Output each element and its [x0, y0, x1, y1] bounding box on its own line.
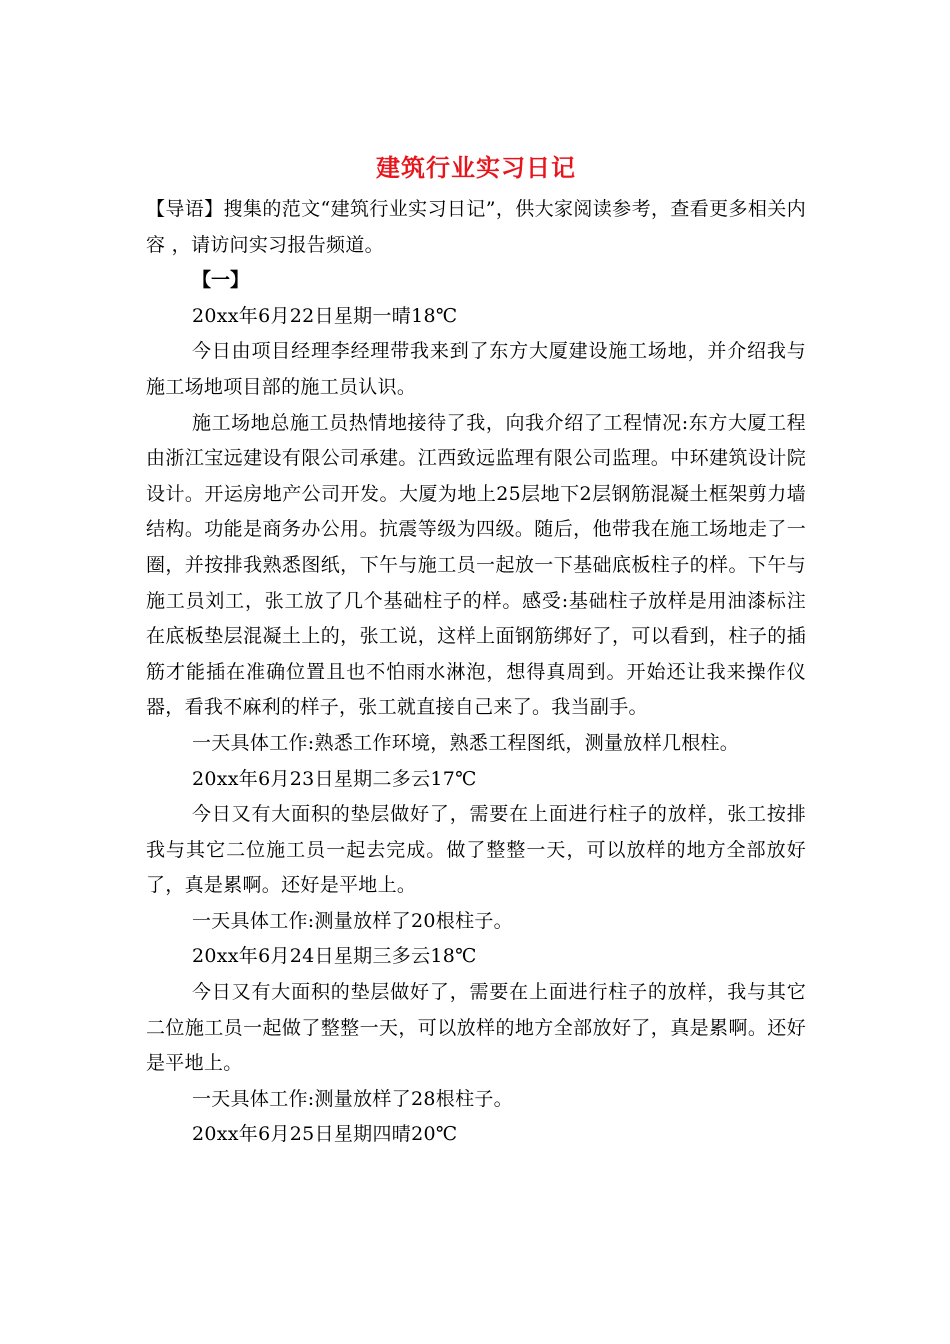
document-title: 建筑行业实习日记 [376, 153, 576, 182]
body-paragraph: 施工场地总施工员热情地接待了我，向我介绍了工程情况:东方大厦工程由浙江宝远建设有限公司承建。江西致远监理有限公司监理。中环建筑设计院设计。开运房地产公司开发。大厦为地上25层地下2层钢筋混凝土框架剪力墙结构。功能是商务办公用。抗震等级为四级。随后，他带我在施工场地走了一圈，并按排我熟悉图纸，下午与施工员一起放一下基础底板柱子的样。下午与施工员刘工，张工放了几个基础柱子的样。感受:基础柱子放样是用油漆标注在底板垫层混凝土上的，张工说，这样上面钢筋绑好了，可以看到，柱子的插筋才能插在准确位置且也不怕雨水淋泡，想得真周到。开始还让我来操作仪器，看我不麻利的样子，张工就直接自己来了。我当副手。 [146, 411, 806, 719]
work-summary-line: 一天具体工作:熟悉工作环境，熟悉工程图纸，测量放样几根柱。 [192, 731, 740, 754]
body-paragraph: 今日又有大面积的垫层做好了，需要在上面进行柱子的放样，张工按排我与其它二位施工员一起去完成。做了整整一天，可以放样的地方全部放好了，真是累啊。还好是平地上。 [146, 803, 806, 897]
body-paragraph: 今日由项目经理李经理带我来到了东方大厦建设施工场地，并介绍我与施工场地项目部的施工员认识。 [146, 340, 806, 398]
body-paragraph: 今日又有大面积的垫层做好了，需要在上面进行柱子的放样，我与其它二位施工员一起做了整整一天，可以放样的地方全部放好了，真是累啊。还好是平地上。 [146, 981, 806, 1075]
intro-paragraph: 【导语】搜集的范文“建筑行业实习日记”，供大家阅读参考，查看更多相关内容 ，请访问实习报告频道。 [146, 198, 806, 256]
diary-date-line: 20xx年6月23日星期二多云17℃ [192, 767, 477, 790]
work-summary-line: 一天具体工作:测量放样了20根柱子。 [192, 909, 513, 932]
diary-date-line: 20xx年6月22日星期一晴18℃ [192, 304, 458, 327]
document-body [146, 148, 806, 1153]
work-summary-line: 一天具体工作:测量放样了28根柱子。 [192, 1087, 513, 1110]
diary-date-line: 20xx年6月24日星期三多云18℃ [192, 945, 477, 968]
section-heading: 【一】 [192, 269, 250, 292]
diary-date-line: 20xx年6月25日星期四晴20℃ [192, 1123, 458, 1146]
